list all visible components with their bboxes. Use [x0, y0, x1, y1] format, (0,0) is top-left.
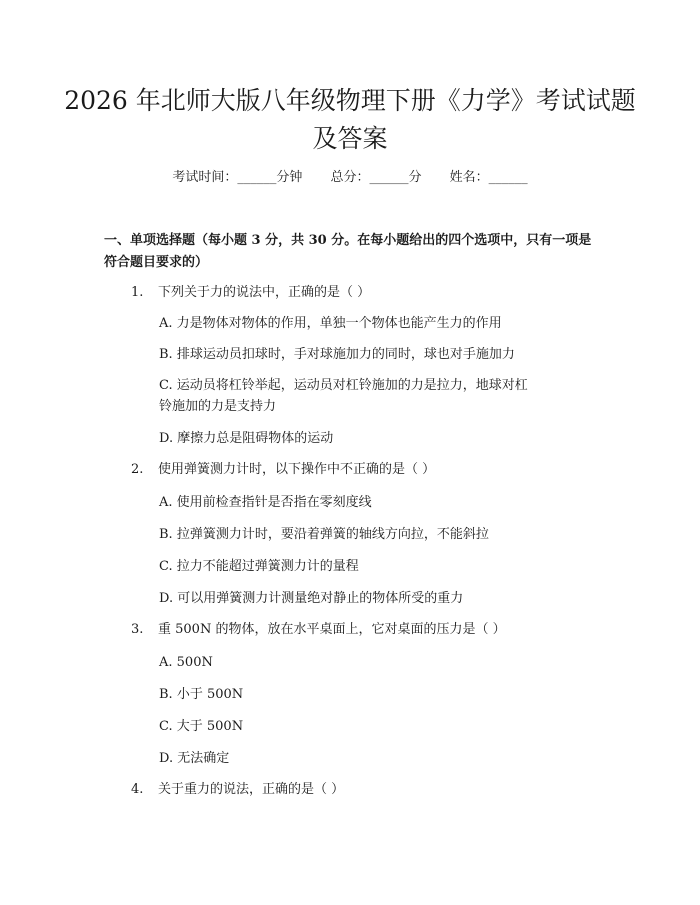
question-text: 下列关于力的说法中，正确的是（ ） [158, 285, 371, 300]
option-1d: D. 摩擦力总是阻碍物体的运动 [159, 431, 334, 446]
option-2c: C. 拉力不能超过弹簧测力计的量程 [159, 559, 359, 574]
question-text: 关于重力的说法，正确的是（ ） [158, 782, 345, 797]
option-2a: A. 使用前检查指针是否指在零刻度线 [159, 495, 372, 510]
question-text: 重 500N 的物体，放在水平桌面上，它对桌面的压力是（ ） [158, 622, 506, 637]
question-number: 3. [131, 622, 144, 637]
option-3c: C. 大于 500N [159, 719, 244, 734]
option-3b: B. 小于 500N [159, 687, 244, 702]
question-2 [131, 459, 435, 480]
question-4 [131, 779, 344, 800]
question-number: 1. [131, 285, 144, 300]
option-1a: A. 力是物体对物体的作用，单独一个物体也能产生力的作用 [159, 316, 502, 331]
question-number: 2. [131, 462, 144, 477]
question-text: 使用弹簧测力计时，以下操作中不正确的是（ ） [158, 462, 436, 477]
exam-meta-line [0, 168, 700, 188]
option-3a: A. 500N [159, 655, 213, 670]
page-title: 2026 年北师大版八年级物理下册《力学》考试试题及答案 [64, 86, 636, 153]
option-2d: D. 可以用弹簧测力计测量绝对静止的物体所受的重力 [159, 591, 464, 606]
total-score-field: 总分：______分 [330, 170, 422, 185]
option-1c [104, 375, 534, 417]
option-1b: B. 排球运动员扣球时，手对球施加力的同时，球也对手施加力 [159, 347, 515, 362]
question-number: 4. [131, 782, 144, 797]
section-heading: 一、单项选择题（每小题 3 分，共 30 分。在每小题给出的四个选项中，只有一项是符合题目要求的） [104, 233, 592, 270]
question-3 [131, 619, 506, 640]
exam-time-field: 考试时间：______分钟 [172, 170, 303, 185]
student-name-field: 姓名：______ [449, 170, 528, 185]
option-3d: D. 无法确定 [159, 751, 230, 766]
option-text: C. 运动员将杠铃举起，运动员对杠铃施加的力是拉力，地球对杠铃施加的力是支持力 [159, 378, 528, 414]
question-1 [131, 282, 370, 303]
option-2b: B. 拉弹簧测力计时，要沿着弹簧的轴线方向拉，不能斜拉 [159, 527, 489, 542]
